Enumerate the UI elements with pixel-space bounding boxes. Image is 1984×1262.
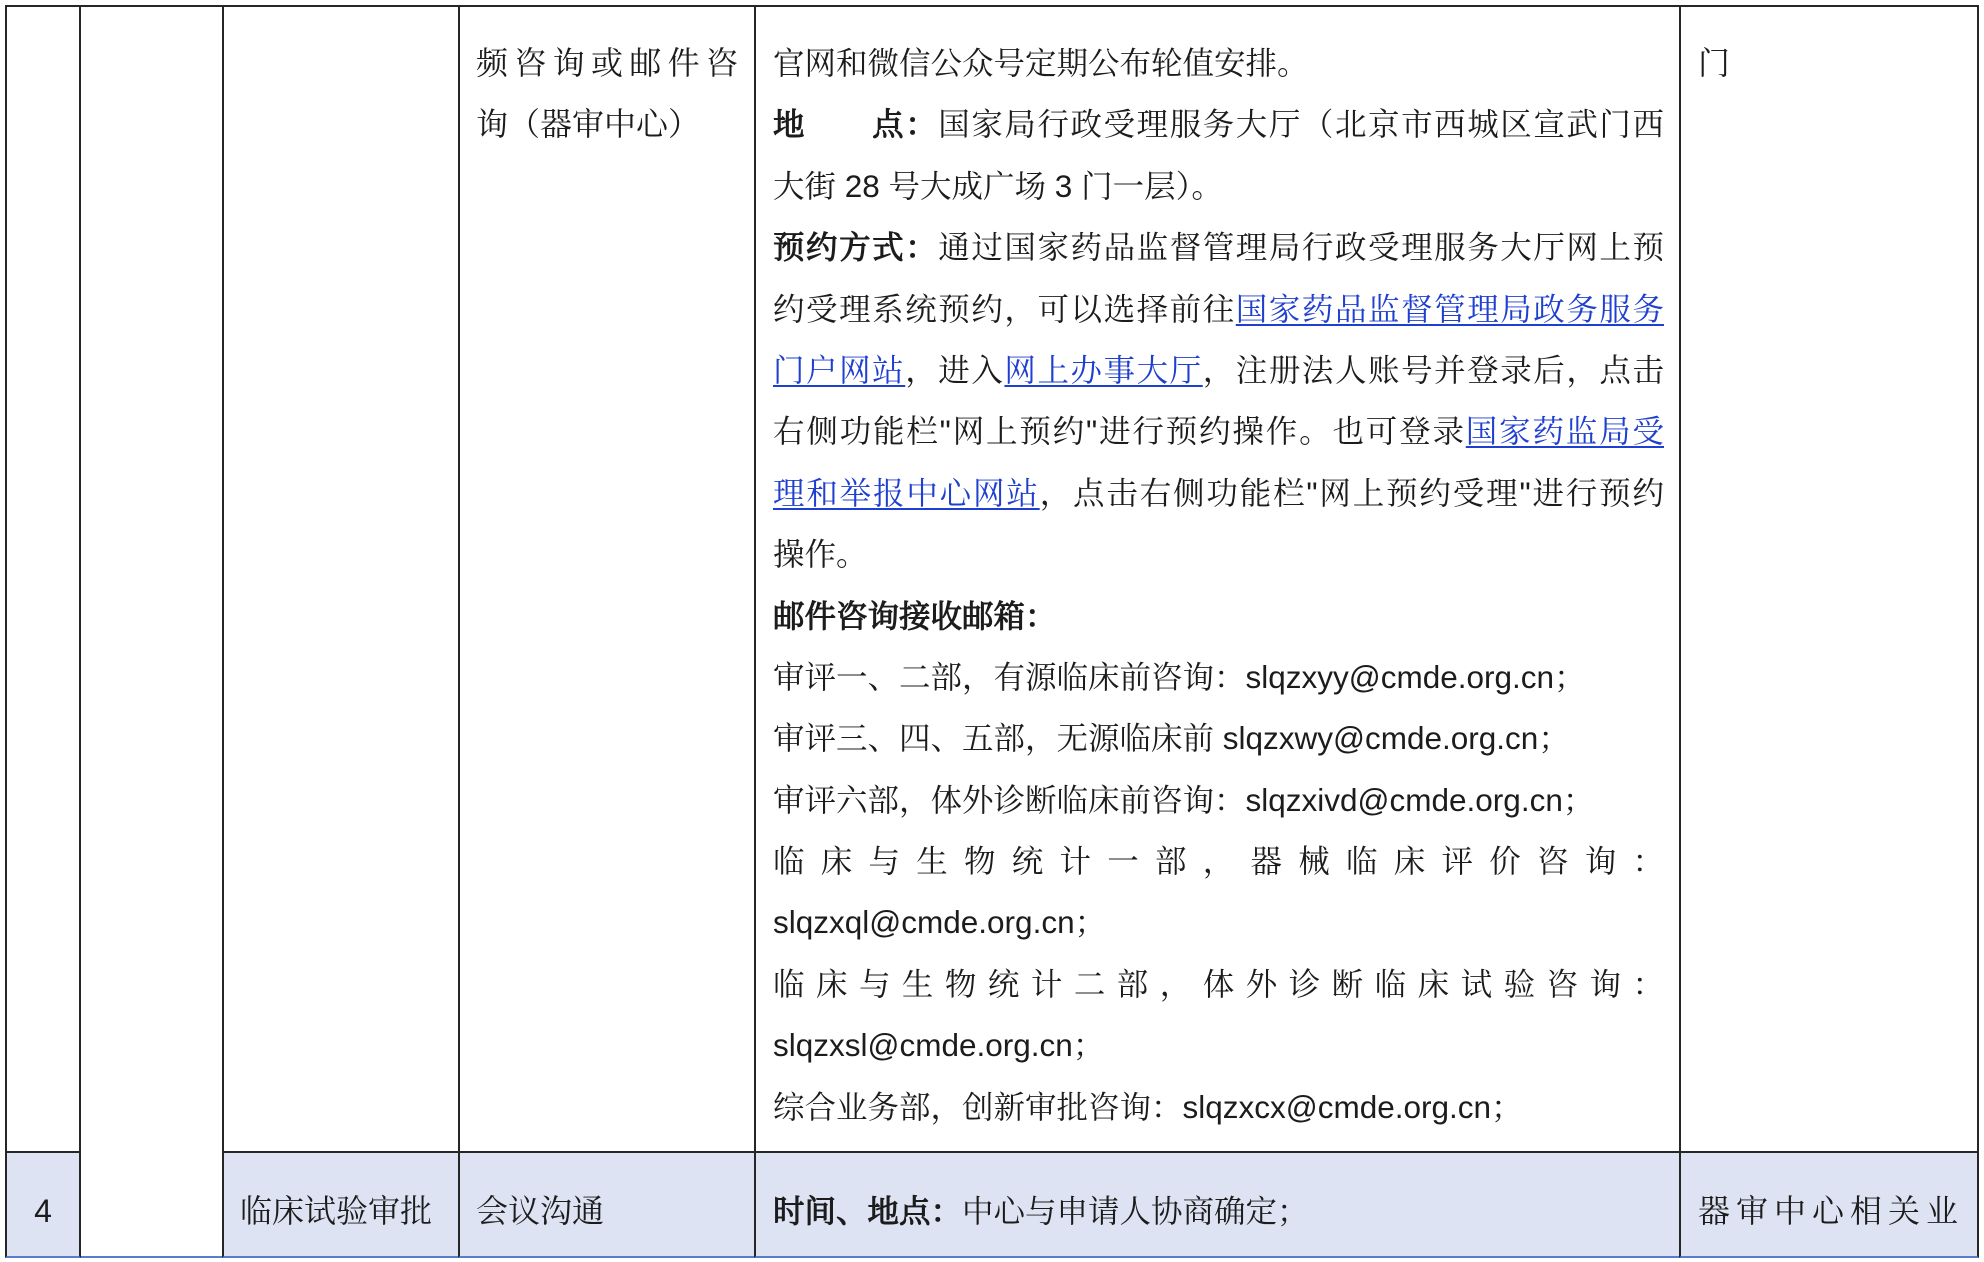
details-line — [773, 1015, 1664, 1076]
row-1-method-cell — [458, 5, 756, 1153]
appointment-method-text: ，点击右侧功能栏"网上预约受理"进行预约 — [1039, 474, 1664, 511]
stage-text: 临床试验审批 — [240, 1193, 433, 1229]
location-value: 大街 28 号大成广场 3 门一层）。 — [773, 167, 1223, 204]
appointment-method-text: 通过国家药品监督管理局行政受理服务大厅网上预 — [938, 229, 1664, 266]
row-1-department-cell — [1679, 5, 1979, 1153]
nmpa-acceptance-center-link[interactable]: 国家药监局受 — [1465, 413, 1664, 450]
details-line — [773, 831, 1664, 892]
row-number-text: 4 — [34, 1193, 52, 1229]
nmpa-service-portal-link[interactable]: 门户网站 — [773, 351, 906, 388]
details-line — [773, 33, 1664, 94]
email-line: slqzxql@cmde.org.cn； — [773, 904, 1107, 941]
details-line — [773, 279, 1664, 340]
online-service-hall-link[interactable]: 网上办事大厅 — [1004, 351, 1203, 388]
stage-line — [240, 1181, 444, 1242]
email-line: 审评三、四、五部，无源临床前 slqzxwy@cmde.org.cn； — [773, 720, 1570, 757]
nmpa-acceptance-center-link[interactable]: 理和举报中心网站 — [773, 474, 1040, 511]
row-1-stage-cell — [222, 5, 460, 1153]
department-text: 门 — [1698, 45, 1731, 81]
appointment-method-text: 操作。 — [773, 536, 868, 573]
details-line — [773, 708, 1664, 769]
method-text: 询（器审中心） — [476, 106, 701, 143]
row-2-department-cell — [1679, 1151, 1979, 1258]
details-line — [773, 892, 1664, 953]
appointment-method-text: ，注册法人账号并登录后，点击 — [1202, 351, 1664, 388]
appointment-method-label: 预约方式： — [773, 229, 939, 266]
schedule-note: 官网和微信公众号定期公布轮值安排。 — [773, 45, 1309, 81]
email-line: 临床与生物统计一部，器械临床评价咨询： — [773, 843, 1664, 880]
department-text: 器审中心相关业 — [1698, 1193, 1958, 1229]
appointment-method-text: 右侧功能栏"网上预约"进行预约操作。也可登录 — [773, 413, 1466, 450]
details-line — [773, 401, 1664, 462]
email-line: 审评一、二部，有源临床前咨询：slqzxyy@cmde.org.cn； — [773, 658, 1586, 695]
category-cell-merged — [79, 5, 224, 1258]
details-line — [773, 647, 1664, 708]
row-2-stage-cell — [222, 1151, 460, 1258]
method-text: 会议沟通 — [476, 1193, 605, 1229]
details-line — [773, 1077, 1664, 1138]
appointment-method-text: 约受理系统预约，可以选择前往 — [773, 290, 1236, 327]
details-line — [773, 340, 1664, 401]
details-line — [773, 770, 1664, 831]
email-line: 审评六部，体外诊断临床前咨询：slqzxivd@cmde.org.cn； — [773, 781, 1595, 818]
details-line — [773, 156, 1664, 217]
row-1-details-cell — [754, 5, 1681, 1153]
method-line — [476, 94, 738, 155]
nmpa-service-portal-link[interactable]: 国家药品监督管理局政务服务 — [1235, 290, 1664, 327]
row-2-details-cell — [754, 1151, 1681, 1258]
department-line — [1698, 33, 1958, 94]
details-line — [773, 1181, 1664, 1242]
details-line — [773, 954, 1664, 1015]
details-line — [773, 524, 1664, 585]
details-line — [773, 94, 1664, 155]
meeting-arrangement-text: 中心与申请人协商确定； — [962, 1193, 1309, 1229]
department-line — [1698, 1181, 1958, 1242]
details-line — [773, 586, 1664, 647]
email-line: 临床与生物统计二部，体外诊断临床试验咨询： — [773, 965, 1664, 1002]
time-location-label: 时间、地点： — [773, 1193, 963, 1229]
row-1-number-cell — [5, 5, 81, 1153]
email-inbox-label: 邮件咨询接收邮箱： — [773, 597, 1057, 634]
details-line — [773, 217, 1664, 278]
row-number — [7, 1181, 79, 1242]
email-line: 综合业务部，创新审批咨询：slqzxcx@cmde.org.cn； — [773, 1088, 1523, 1125]
method-line — [476, 1181, 738, 1242]
location-label: 地 点： — [773, 106, 939, 143]
row-2-method-cell — [458, 1151, 756, 1258]
row-2-number-cell — [5, 1151, 81, 1258]
method-line — [476, 33, 738, 94]
method-text: 频咨询或邮件咨 — [476, 45, 738, 81]
appointment-method-text: ，进入 — [905, 351, 1005, 388]
details-line — [773, 463, 1664, 524]
location-value: 国家局行政受理服务大厅（北京市西城区宣武门西 — [938, 106, 1664, 143]
email-line: slqzxsl@cmde.org.cn； — [773, 1027, 1105, 1064]
